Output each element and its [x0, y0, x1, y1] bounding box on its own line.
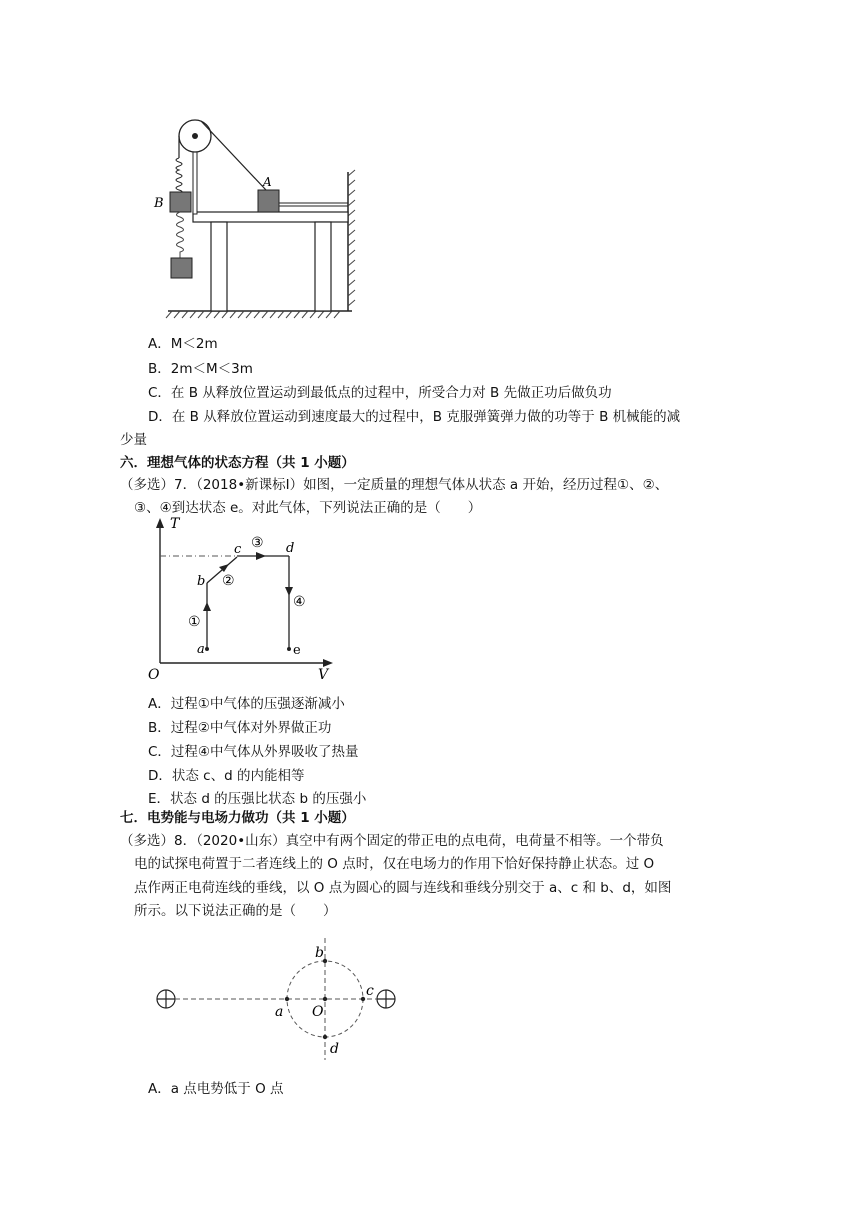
label-a: a — [275, 1004, 284, 1020]
q6-option-c: C．在 B 从释放位置运动到最低点的过程中，所受合力对 B 先做正功后做负功 — [148, 385, 612, 401]
lower-block — [171, 258, 192, 278]
wall-hatch — [348, 170, 355, 306]
point-b: b — [197, 574, 206, 589]
pulley-spring-figure — [150, 115, 370, 320]
floor-hatch — [166, 311, 340, 318]
table-leg-left — [211, 222, 227, 311]
q8-stem-line3: 点作两正电荷连线的垂线，以 O 点为圆心的圆与连线和垂线分别交于 a、c 和 b、d，如图 — [134, 880, 672, 896]
q6-option-a: A．M＜2m — [148, 336, 218, 352]
q8-stem-line1: （多选）8．（2020•山东）真空中有两个固定的带正电的点电荷，电荷量不相等。一个带负 — [120, 833, 664, 849]
upper-spring — [176, 158, 182, 192]
q7-option-e: E．状态 d 的压强比状态 b 的压强小 — [148, 791, 367, 807]
q7-option-d: D．状态 c、d 的内能相等 — [148, 768, 305, 784]
q8-stem-line2: 电的试探电荷置于二者连线上的 O 点时，仅在电场力的作用下恰好保持静止状态。过 O — [134, 856, 655, 872]
label-a: A — [263, 175, 272, 189]
axis-v-label: V — [318, 667, 329, 682]
q8-stem-line4: 所示。以下说法正确的是（ ） — [134, 903, 337, 919]
rope-to-a — [201, 121, 266, 190]
q7-option-b: B．过程②中气体对外界做正功 — [148, 720, 332, 736]
point-d: d — [286, 541, 295, 556]
q7-stem-line2: ③、④到达状态 e。对此气体，下列说法正确的是（ ） — [134, 500, 482, 516]
q6-option-d-cont: 少量 — [120, 432, 147, 448]
tv-diagram — [145, 512, 345, 682]
q7-option-c: C．过程④中气体从外界吸收了热量 — [148, 744, 359, 760]
q7-stem-line1: （多选）7．（2018•新课标Ⅰ）如图，一定质量的理想气体从状态 a 开始，经历过程①、②、 — [120, 477, 669, 493]
label-o: O — [312, 1004, 324, 1020]
axis-t-label: T — [170, 516, 180, 532]
label-b: B — [154, 196, 164, 211]
point-e: e — [293, 643, 301, 658]
block-b — [170, 192, 191, 212]
block-a — [258, 190, 279, 212]
process-2: ② — [222, 573, 235, 589]
point-a: a — [197, 642, 205, 657]
process-3: ③ — [251, 535, 264, 551]
section7-heading: 七．电势能与电场力做功（共 1 小题） — [120, 810, 355, 826]
table-top — [193, 212, 348, 222]
origin-label: O — [148, 667, 160, 682]
label-d: d — [330, 1041, 339, 1057]
label-c: c — [366, 983, 374, 999]
lower-spring — [177, 212, 184, 258]
table-leg-right — [315, 222, 331, 311]
process-1: ① — [188, 614, 201, 630]
q6-option-b: B．2m＜M＜3m — [148, 361, 253, 377]
process-4: ④ — [293, 594, 306, 610]
q8-option-a: A．a 点电势低于 O 点 — [148, 1081, 284, 1097]
point-c: c — [234, 542, 242, 557]
q7-option-a: A．过程①中气体的压强逐渐减小 — [148, 696, 345, 712]
charge-circle-figure — [148, 930, 408, 1065]
q6-option-d: D．在 B 从释放位置运动到速度最大的过程中，B 克服弹簧弹力做的功等于 B 机械能的减 — [148, 409, 681, 425]
section6-heading: 六．理想气体的状态方程（共 1 小题） — [120, 455, 355, 471]
label-b: b — [315, 945, 324, 961]
